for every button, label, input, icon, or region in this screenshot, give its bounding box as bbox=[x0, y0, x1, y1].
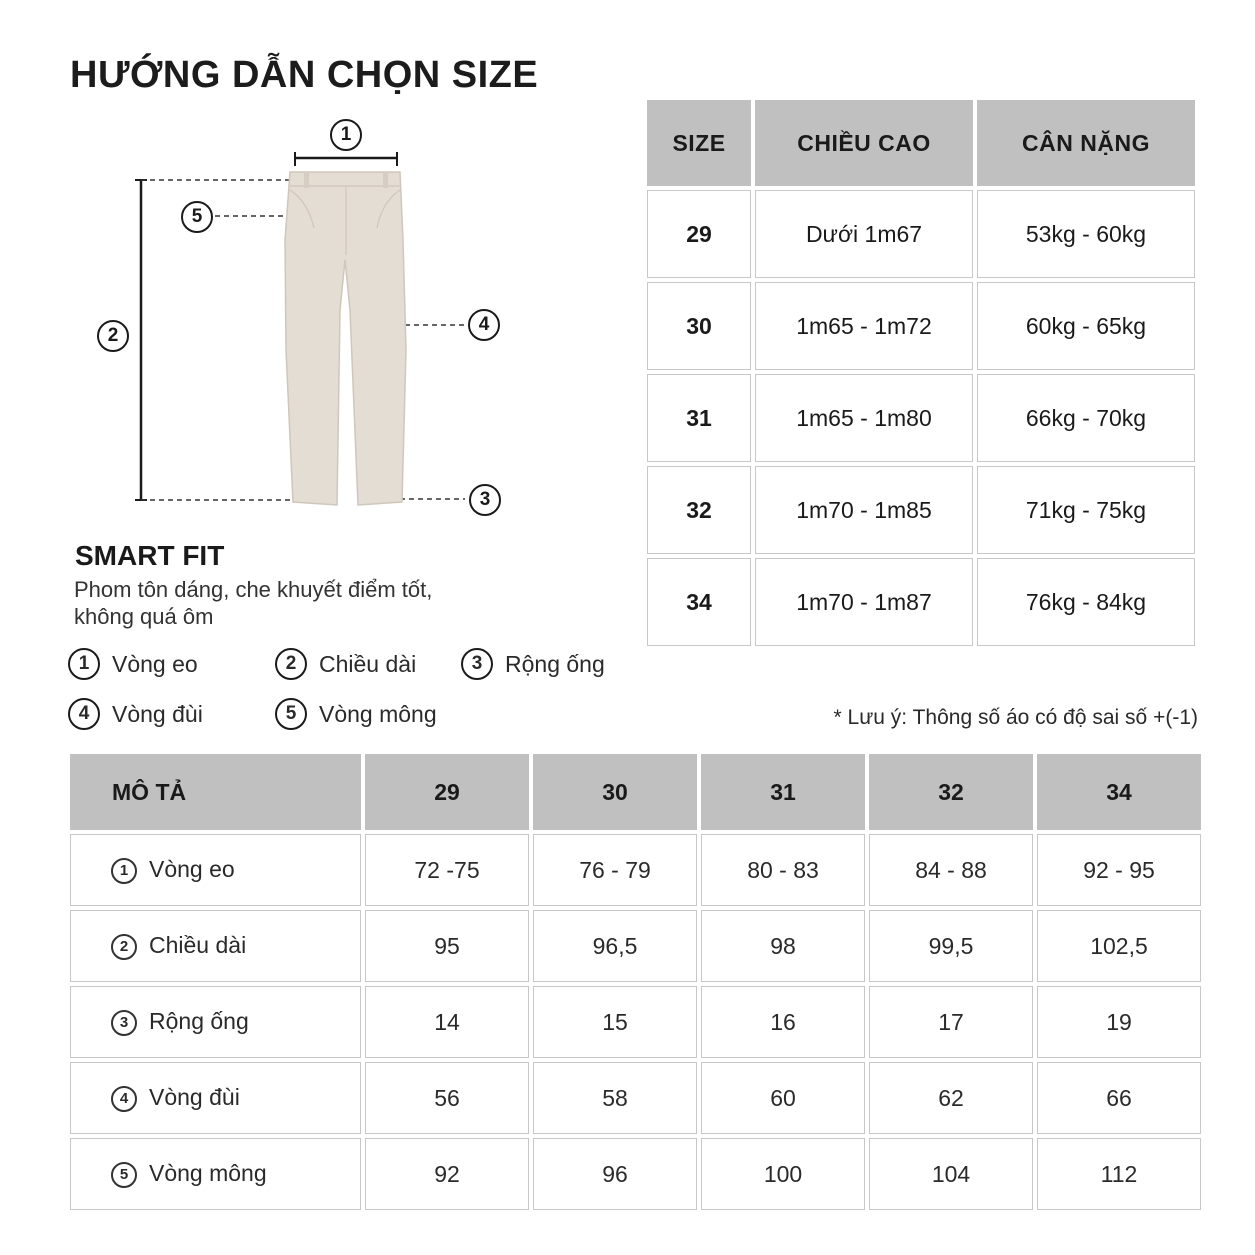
size-cell: 30 bbox=[647, 282, 751, 370]
legend-label: Vòng đùi bbox=[112, 700, 203, 727]
header-size-30: 30 bbox=[533, 754, 697, 830]
table-row bbox=[70, 986, 1201, 1058]
header-weight: CÂN NẶNG bbox=[977, 100, 1195, 186]
measurement-label bbox=[70, 986, 361, 1058]
value-cell: 16 bbox=[701, 986, 865, 1058]
marker-waist: 1 bbox=[330, 119, 362, 151]
value-cell: 56 bbox=[365, 1062, 529, 1134]
row-number: 3 bbox=[111, 1010, 137, 1036]
legend-item-leg-opening bbox=[461, 648, 605, 680]
value-cell: 112 bbox=[1037, 1138, 1201, 1210]
height-cell: 1m70 - 1m87 bbox=[755, 558, 973, 646]
pants-diagram bbox=[90, 110, 520, 520]
value-cell: 76 - 79 bbox=[533, 834, 697, 906]
height-cell: 1m65 - 1m72 bbox=[755, 282, 973, 370]
value-cell: 100 bbox=[701, 1138, 865, 1210]
value-cell: 15 bbox=[533, 986, 697, 1058]
value-cell: 99,5 bbox=[869, 910, 1033, 982]
legend-item-thigh bbox=[68, 698, 203, 730]
pants-illustration bbox=[285, 172, 406, 505]
size-table-header bbox=[647, 100, 1195, 186]
height-cell: Dưới 1m67 bbox=[755, 190, 973, 278]
height-cell: 1m70 - 1m85 bbox=[755, 466, 973, 554]
weight-cell: 71kg - 75kg bbox=[977, 466, 1195, 554]
table-row bbox=[647, 558, 1195, 646]
value-cell: 17 bbox=[869, 986, 1033, 1058]
measurement-label bbox=[70, 834, 361, 906]
measurement-table-header bbox=[70, 754, 1201, 830]
value-cell: 72 -75 bbox=[365, 834, 529, 906]
header-height: CHIỀU CAO bbox=[755, 100, 973, 186]
legend-item-length bbox=[275, 648, 416, 680]
row-label: Rộng ống bbox=[149, 1008, 249, 1035]
legend-label: Chiều dài bbox=[319, 650, 417, 677]
legend-label: Vòng eo bbox=[112, 650, 198, 677]
height-cell: 1m65 - 1m80 bbox=[755, 374, 973, 462]
legend-number: 3 bbox=[461, 648, 493, 680]
value-cell: 66 bbox=[1037, 1062, 1201, 1134]
tolerance-note: * Lưu ý: Thông số áo có độ sai số +(-1) bbox=[833, 706, 1198, 729]
row-number: 5 bbox=[111, 1162, 137, 1188]
value-cell: 98 bbox=[701, 910, 865, 982]
row-label: Vòng đùi bbox=[149, 1084, 240, 1111]
table-row bbox=[70, 910, 1201, 982]
row-label: Vòng mông bbox=[149, 1160, 267, 1187]
header-size-34: 34 bbox=[1037, 754, 1201, 830]
value-cell: 96 bbox=[533, 1138, 697, 1210]
table-row bbox=[70, 1062, 1201, 1134]
fit-name: SMART FIT bbox=[75, 540, 225, 571]
header-size: SIZE bbox=[647, 100, 751, 186]
row-label: Chiều dài bbox=[149, 932, 247, 959]
value-cell: 102,5 bbox=[1037, 910, 1201, 982]
size-cell: 32 bbox=[647, 466, 751, 554]
value-cell: 104 bbox=[869, 1138, 1033, 1210]
marker-thigh: 4 bbox=[468, 309, 500, 341]
marker-hip: 5 bbox=[181, 201, 213, 233]
value-cell: 19 bbox=[1037, 986, 1201, 1058]
marker-length: 2 bbox=[97, 320, 129, 352]
value-cell: 95 bbox=[365, 910, 529, 982]
size-cell: 31 bbox=[647, 374, 751, 462]
measurement-label bbox=[70, 1062, 361, 1134]
legend-number: 1 bbox=[68, 648, 100, 680]
page-title: HƯỚNG DẪN CHỌN SIZE bbox=[70, 54, 539, 96]
weight-cell: 66kg - 70kg bbox=[977, 374, 1195, 462]
row-number: 2 bbox=[111, 934, 137, 960]
weight-cell: 60kg - 65kg bbox=[977, 282, 1195, 370]
table-row bbox=[647, 282, 1195, 370]
header-size-31: 31 bbox=[701, 754, 865, 830]
legend-number: 5 bbox=[275, 698, 307, 730]
measurement-table bbox=[66, 750, 1205, 1214]
marker-leg-opening: 3 bbox=[469, 484, 501, 516]
header-description: MÔ TẢ bbox=[70, 754, 361, 830]
legend-number: 2 bbox=[275, 648, 307, 680]
value-cell: 14 bbox=[365, 986, 529, 1058]
value-cell: 58 bbox=[533, 1062, 697, 1134]
table-row bbox=[70, 1138, 1201, 1210]
legend-item-hip bbox=[275, 698, 437, 730]
measurement-label bbox=[70, 910, 361, 982]
size-table bbox=[643, 96, 1199, 650]
header-size-29: 29 bbox=[365, 754, 529, 830]
value-cell: 80 - 83 bbox=[701, 834, 865, 906]
fit-description bbox=[74, 576, 594, 630]
size-cell: 29 bbox=[647, 190, 751, 278]
size-cell: 34 bbox=[647, 558, 751, 646]
weight-cell: 53kg - 60kg bbox=[977, 190, 1195, 278]
value-cell: 96,5 bbox=[533, 910, 697, 982]
table-row bbox=[647, 190, 1195, 278]
legend-label: Rộng ống bbox=[505, 650, 605, 677]
table-row bbox=[647, 466, 1195, 554]
value-cell: 60 bbox=[701, 1062, 865, 1134]
fit-description-line: Phom tôn dáng, che khuyết điểm tốt, bbox=[74, 577, 433, 602]
legend-number: 4 bbox=[68, 698, 100, 730]
table-row bbox=[647, 374, 1195, 462]
header-size-32: 32 bbox=[869, 754, 1033, 830]
value-cell: 92 - 95 bbox=[1037, 834, 1201, 906]
measurement-label bbox=[70, 1138, 361, 1210]
weight-cell: 76kg - 84kg bbox=[977, 558, 1195, 646]
row-number: 4 bbox=[111, 1086, 137, 1112]
value-cell: 62 bbox=[869, 1062, 1033, 1134]
row-number: 1 bbox=[111, 858, 137, 884]
legend-item-waist bbox=[68, 648, 198, 680]
value-cell: 92 bbox=[365, 1138, 529, 1210]
fit-description-line: không quá ôm bbox=[74, 604, 214, 629]
row-label: Vòng eo bbox=[149, 856, 235, 883]
value-cell: 84 - 88 bbox=[869, 834, 1033, 906]
table-row bbox=[70, 834, 1201, 906]
legend-label: Vòng mông bbox=[319, 700, 437, 727]
